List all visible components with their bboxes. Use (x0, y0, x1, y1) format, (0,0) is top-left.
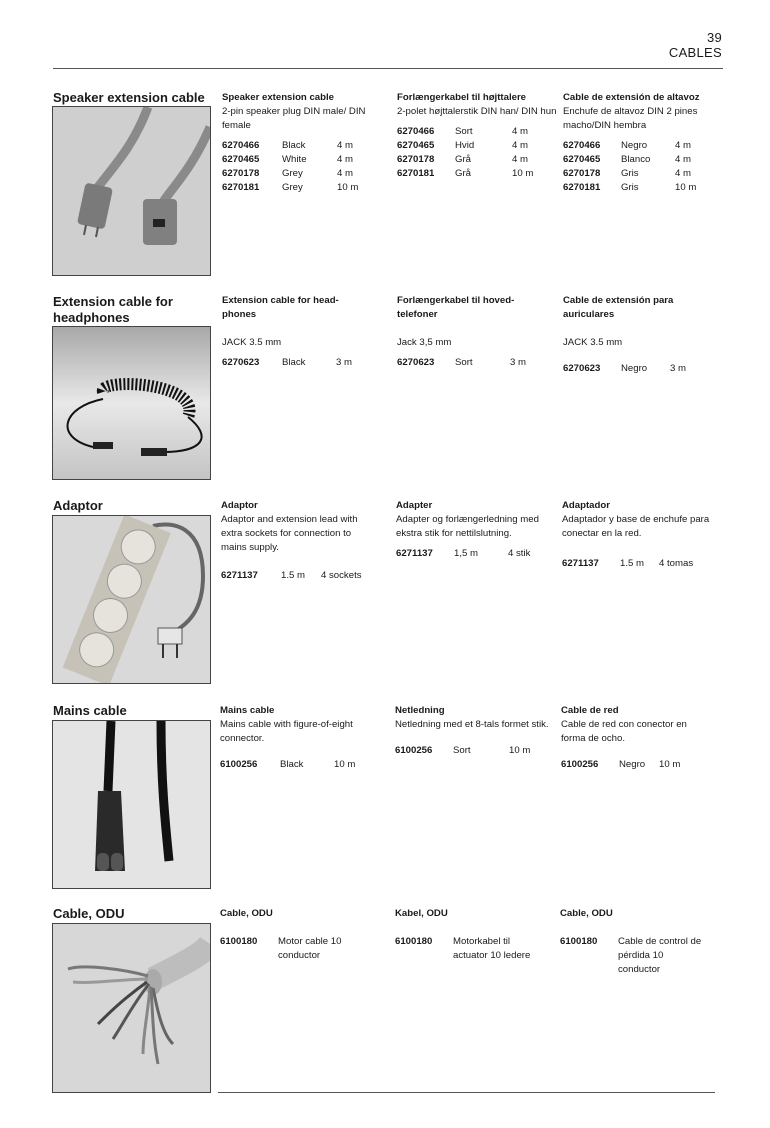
product-code: 6100180 (395, 936, 433, 947)
product-description: Enchufe de altavoz DIN 2 pines macho/DIN hembra (563, 106, 698, 131)
product-code: 6270623 (222, 357, 260, 368)
product-description: Netledning med et 8-tals formet stik. (395, 719, 549, 730)
product-length: 4 m (337, 168, 353, 179)
spec-row (562, 557, 712, 571)
product-heading: Kabel, ODU (395, 908, 448, 919)
section-title: Cable, ODU (53, 906, 125, 921)
spec-row (561, 758, 711, 772)
page-header (669, 30, 722, 60)
product-code: 6270623 (563, 363, 601, 374)
product-heading: Adaptor (221, 500, 258, 511)
product-length: 3 m (336, 357, 352, 368)
column-danish (397, 294, 547, 370)
product-variant: Grå (455, 168, 471, 179)
product-photo-headphone-cable (52, 326, 211, 480)
product-heading: Mains cable (220, 705, 275, 716)
product-code: 6100256 (395, 745, 433, 756)
product-code: 6270178 (397, 154, 435, 165)
product-description: JACK 3.5 mm (222, 337, 282, 348)
product-length: 4 stik (508, 548, 531, 559)
product-variant: Gris (621, 168, 639, 179)
product-variant: Gris (621, 182, 639, 193)
product-code: 6270181 (397, 168, 435, 179)
product-variant: Grey (282, 168, 303, 179)
product-code: 6270466 (397, 126, 435, 137)
product-code: 6270178 (563, 168, 601, 179)
product-heading: Speaker extension cable (222, 92, 334, 103)
product-variant: 1.5 m (281, 570, 305, 581)
product-description: Cable de red con conector en forma de ocho. (561, 719, 687, 744)
product-heading: Forlængerkabel til højttalere (397, 92, 527, 103)
product-length: 10 m (334, 759, 356, 770)
spec-row (563, 153, 723, 167)
product-length: 10 m (659, 759, 681, 770)
product-length: 4 m (512, 154, 528, 165)
spec-row (221, 569, 371, 583)
product-heading: Cable de red (561, 705, 619, 716)
product-heading: Cable, ODU (560, 908, 613, 919)
product-variant: Sort (455, 357, 473, 368)
product-photo-mains-cable (52, 720, 211, 889)
product-length: 10 m (512, 168, 534, 179)
product-variant: Hvid (455, 140, 475, 151)
product-description: Jack 3,5 mm (397, 337, 452, 348)
spec-row (222, 356, 372, 370)
product-code: 6271137 (562, 558, 599, 569)
product-length: 4 sockets (321, 570, 362, 581)
product-length: 4 m (337, 154, 353, 165)
product-photo-speaker-cable (52, 106, 211, 276)
product-heading: Cable de extensión de altavoz (563, 92, 700, 103)
product-variant: Motorkabel til actuator 10 ledere (453, 936, 531, 961)
product-variant: Cable de control de pérdida 10 conductor (618, 936, 702, 975)
product-code: 6271137 (221, 570, 258, 581)
spec-row (222, 181, 382, 195)
product-length: 4 m (512, 140, 528, 151)
column-spanish (563, 91, 723, 195)
product-length: 4 m (337, 140, 353, 151)
column-spanish (560, 907, 720, 977)
product-variant: Grey (282, 182, 303, 193)
product-heading: Adaptador (562, 500, 610, 511)
product-code: 6270181 (563, 182, 601, 193)
column-english (220, 907, 380, 977)
product-variant: Sort (455, 126, 473, 137)
spec-row (563, 181, 723, 195)
spec-row (395, 744, 555, 758)
product-length: 4 m (675, 154, 691, 165)
spec-row (397, 153, 557, 167)
column-english (221, 499, 371, 583)
product-code: 6271137 (396, 548, 433, 559)
product-length: 3 m (670, 363, 686, 374)
product-length: 4 m (675, 140, 691, 151)
header-rule (53, 68, 723, 69)
spec-row (220, 758, 385, 772)
product-photo-odu-cable (52, 923, 211, 1093)
spec-row (222, 139, 382, 153)
product-code: 6100256 (561, 759, 599, 770)
product-variant: Black (282, 140, 306, 151)
column-danish (396, 499, 556, 561)
column-spanish (562, 499, 712, 571)
section-title: Adaptor (53, 498, 103, 513)
product-length: 4 m (675, 168, 691, 179)
product-description: Adaptor and extension lead with extra sockets for connection to mains supply. (221, 514, 358, 553)
product-variant: Negro (621, 363, 648, 374)
product-variant: Black (280, 759, 304, 770)
spec-row (222, 167, 382, 181)
product-variant: Motor cable 10 conductor (278, 936, 342, 961)
product-variant: Sort (453, 745, 471, 756)
section-title: Speaker extension cable (53, 90, 205, 105)
spec-row (397, 139, 557, 153)
spec-row (222, 153, 382, 167)
column-danish (395, 704, 555, 758)
product-heading: Cable de extensión para auriculares (563, 295, 674, 320)
product-description: 2-polet højttalerstik DIN han/ DIN hun (397, 106, 557, 117)
product-code: 6100256 (220, 759, 258, 770)
product-length: 4 tomas (659, 558, 694, 569)
column-danish (395, 907, 555, 977)
product-length: 10 m (675, 182, 697, 193)
column-spanish (563, 294, 713, 376)
product-code: 6270466 (222, 140, 260, 151)
page-number: 39 (706, 30, 722, 45)
column-english (222, 91, 382, 195)
product-description: Adaptador y base de enchufe para conectar en la red. (562, 514, 710, 539)
product-code: 6270181 (222, 182, 260, 193)
product-variant: Black (282, 357, 306, 368)
product-code: 6270178 (222, 168, 260, 179)
section-title: Extension cable for headphones (53, 294, 173, 325)
product-variant: 1,5 m (454, 548, 478, 559)
product-heading: Forlængerkabel til hoved-telefoner (397, 295, 515, 320)
product-photo-adaptor (52, 515, 211, 684)
column-danish (397, 91, 557, 181)
product-code: 6100180 (560, 936, 598, 947)
footer-rule (218, 1092, 715, 1093)
spec-row (563, 167, 723, 181)
section-name: CABLES (668, 45, 722, 60)
spec-row (560, 935, 720, 977)
product-code: 6270466 (563, 140, 601, 151)
spec-row (563, 139, 723, 153)
product-length: 4 m (512, 126, 528, 137)
spec-row (220, 935, 380, 977)
spec-row (397, 125, 557, 139)
product-variant: White (282, 154, 307, 165)
product-length: 10 m (337, 182, 359, 193)
product-code: 6270465 (222, 154, 260, 165)
product-code: 6270623 (397, 357, 435, 368)
product-description: 2-pin speaker plug DIN male/ DIN female (222, 106, 366, 131)
spec-row (397, 356, 547, 370)
product-description: Mains cable with figure-of-eight connector. (220, 719, 353, 744)
product-heading: Netledning (395, 705, 445, 716)
spec-row (563, 362, 713, 376)
spec-row (397, 167, 557, 181)
column-english (220, 704, 385, 772)
column-english (222, 294, 372, 370)
product-code: 6270465 (397, 140, 435, 151)
product-variant: 1.5 m (620, 558, 644, 569)
column-spanish (561, 704, 711, 772)
product-description: JACK 3.5 mm (563, 337, 623, 348)
product-variant: Negro (621, 140, 648, 151)
product-code: 6100180 (220, 936, 258, 947)
spec-row (396, 547, 556, 561)
product-variant: Blanco (621, 154, 651, 165)
product-variant: Grå (455, 154, 471, 165)
product-length: 10 m (509, 745, 531, 756)
product-length: 3 m (510, 357, 526, 368)
product-heading: Extension cable for head-phones (222, 295, 339, 320)
product-heading: Cable, ODU (220, 908, 273, 919)
section-title: Mains cable (53, 703, 127, 718)
product-code: 6270465 (563, 154, 601, 165)
spec-row (395, 935, 555, 977)
product-variant: Negro (619, 759, 646, 770)
product-heading: Adapter (396, 500, 433, 511)
product-description: Adapter og forlængerledning med ekstra stik for nettilslutning. (396, 514, 539, 539)
